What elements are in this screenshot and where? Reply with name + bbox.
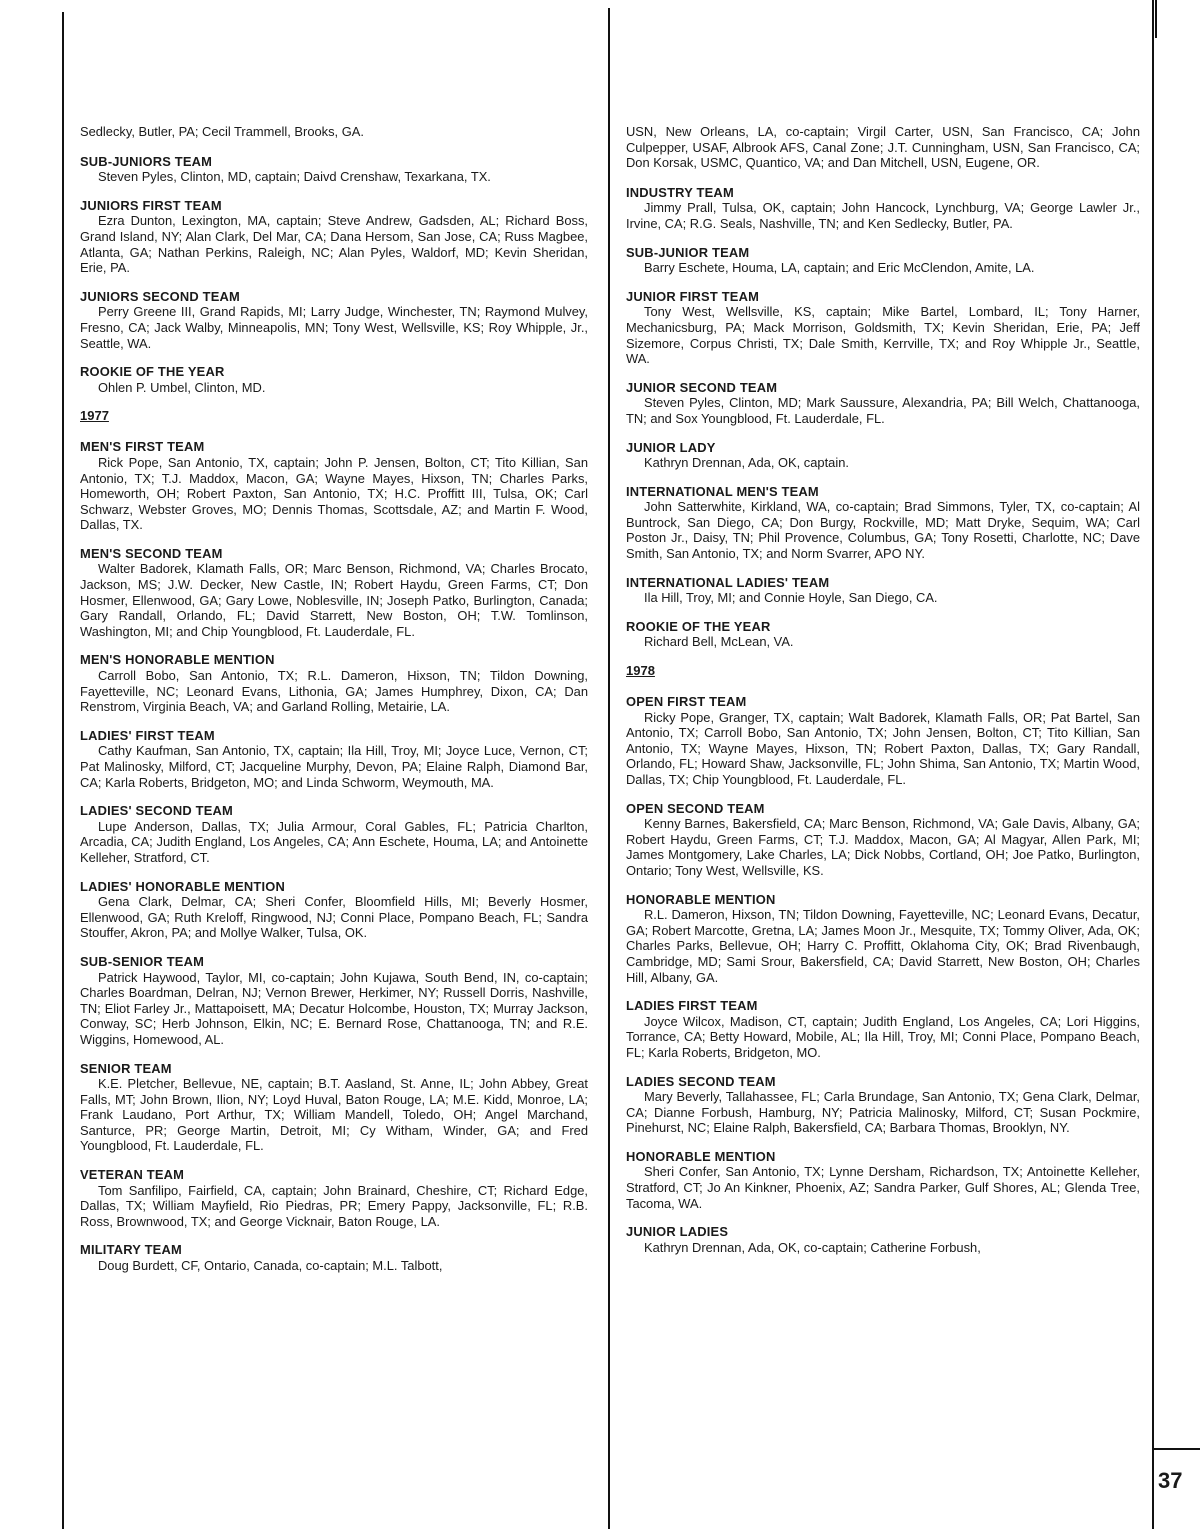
section-heading: JUNIOR FIRST TEAM [626,288,760,304]
section-heading: INDUSTRY TEAM [626,184,734,200]
section-heading: JUNIOR LADIES [626,1224,729,1240]
section-heading: MEN'S FIRST TEAM [80,439,205,455]
section-body: Rick Pope, San Antonio, TX, captain; John P. Jensen, Bolton, CT; Tito Killian, San Antonio, TX; T.J. Maddox, Macon, GA; Wayne Mayes, Hixson, TN; Charles Parks, Homeworth, OH; Robert Paxton, San Antonio, TX; H.C. Proffitt III, Tulsa, OK; Carl Schwarz, Webster Groves, MO; Dennis Thomas, Scottsdale, AZ; and Martin F. Wood, Dallas, TX. [80,454,588,533]
section-heading: MILITARY TEAM [80,1242,182,1258]
team-section [626,380,1140,427]
team-section [626,185,1140,232]
section-heading: SUB-JUNIORS TEAM [80,153,213,169]
section-body: Ezra Dunton, Lexington, MA, captain; Steve Andrew, Gadsden, AL; Richard Boss, Grand Island, NY; Alan Clark, Del Mar, CA; Dana Hersom, San Jose, CA; Russ Magbee, Atlanta, GA; Nathan Perkins, Raleigh, NC; Alan Pyles, Waldorf, MD; Kevin Sheridan, Erie, PA. [80,213,588,276]
team-section [80,728,588,790]
section-heading: MEN'S HONORABLE MENTION [80,652,275,668]
section-body: Kathryn Drennan, Ada, OK, co-captain; Catherine Forbush, [644,1239,981,1255]
section-heading: ROOKIE OF THE YEAR [80,364,225,380]
section-body: Patrick Haywood, Taylor, MI, co-captain; John Kujawa, South Bend, IN, co-captain; Charles Boardman, Delran, NJ; Vernon Brewer, Herkimer, NY; Russell Dorris, Nashville, TN; Eliot Farley Jr., Mattapoisett, MA; Decatur Holcombe, Houston, TX; Murray Jackson, Conway, SC; Herb Johnson, Elkin, NC; E. Bernard Rose, Chattanooga, TN; and R.E. Wiggins, Homewood, AL. [80,969,588,1047]
team-section [80,364,588,395]
team-section [80,879,588,941]
section-heading: ROOKIE OF THE YEAR [626,618,771,634]
right-top-tick [1155,0,1157,38]
section-body: Carroll Bobo, San Antonio, TX; R.L. Dameron, Hixson, TN; Tildon Downing, Fayetteville, NC; Leonard Evans, Lithonia, GA; James Humphrey, Dixon, CA; Dan Renstrom, Virginia Beach, VA; and Garland Rolling, Metairie, LA. [80,668,588,715]
team-section [80,803,588,865]
team-section [626,892,1140,986]
team-section [626,245,1140,276]
section-body: Barry Eschete, Houma, LA, captain; and Eric McClendon, Amite, LA. [644,260,1035,276]
team-section [80,652,588,714]
year-heading: 1978 [626,663,655,679]
section-body: Walter Badorek, Klamath Falls, OR; Marc Benson, Richmond, VA; Charles Brocato, Jackson, MS; J.W. Decker, New Castle, IN; Robert Haydu, Green Farms, CT; Don Hosmer, Ellenwood, GA; Gary Lowe, Noblesville, IN; Joseph Patko, Burlington, Canada; Gary Randall, Orlando, FL; David Starrett, New Boston, OH; T.W. Tomlinson, Washington, MI; and Chip Youngblood, Ft. Lauderdale, FL. [80,561,588,639]
right-column [626,124,1140,1268]
section-body: Lupe Anderson, Dallas, TX; Julia Armour, Coral Gables, FL; Patricia Charlton, Arcadia, CA; Judith England, Los Angeles, CA; Ann Eschete, Houma, LA; and Antoinette Kelleher, Stratford, CT. [80,818,588,865]
section-body: Doug Burdett, CF, Ontario, Canada, co-captain; M.L. Talbott, [98,1258,443,1274]
team-section [626,801,1140,879]
section-heading: JUNIOR LADY [626,439,716,455]
section-heading: SUB-SENIOR TEAM [80,953,205,969]
section-heading: HONORABLE MENTION [626,1148,776,1164]
team-section [80,1167,588,1229]
team-section [626,998,1140,1060]
section-heading: OPEN FIRST TEAM [626,694,747,710]
left-margin-rule [62,12,64,1529]
section-heading: SENIOR TEAM [80,1060,172,1076]
section-body: Joyce Wilcox, Madison, CT, captain; Judith England, Los Angeles, CA; Lori Higgins, Torrance, CA; Betty Howard, Mobile, AL; Ila Hill, Troy, MI; Conni Place, Pompano Beach, FL; Karla Roberts, Bridgeton, MO. [626,1013,1140,1060]
team-section [626,1224,1140,1255]
continued-text: Sedlecky, Butler, PA; Cecil Trammell, Brooks, GA. [80,124,364,139]
section-heading: HONORABLE MENTION [626,891,776,907]
section-body: Ricky Pope, Granger, TX, captain; Walt Badorek, Klamath Falls, OR; Pat Bartel, San Antonio, TX; Carroll Bobo, San Antonio, TX; John Jensen, Bolton, CT; Tito Killian, San Antonio, TX; Wayne Mayes, Hixson, TN; Robert Paxton, Dallas, TX; Gary Randall, Orlando, FL; Howard Shaw, Jacksonville, FL; John Shima, San Antonio, TX; Martin Wood, Dallas, TX; Chip Youngblood, Ft. Lauderdale, FL. [626,709,1140,787]
team-section [626,575,1140,606]
section-body: Sheri Confer, San Antonio, TX; Lynne Dersham, Richardson, TX; Antoinette Kelleher, Stratford, CT; Jo An Kinkner, Phoenix, AZ; Sandra Parker, Gulf Shores, AL; Glenda Tree, Tacoma, WA. [626,1164,1140,1211]
section-body: Steven Pyles, Clinton, MD; Mark Saussure, Alexandria, PA; Bill Welch, Chattanooga, TN; and Sox Youngblood, Ft. Lauderdale, FL. [626,395,1140,426]
section-body: Mary Beverly, Tallahassee, FL; Carla Brundage, San Antonio, TX; Gena Clark, Delmar, CA; Dianne Forbush, Hamburg, NY; Patricia Malinosky, Milford, CT; Susan Pockmire, Pinehurst, NC; Elaine Ralph, Bakersfield, CA; Barbara Thomas, Brooklyn, NY. [626,1089,1140,1136]
continued-text: USN, New Orleans, LA, co-captain; Virgil Carter, USN, San Francisco, CA; John Culpepper, USAF, Albrook AFS, Canal Zone; J.T. Cunningham, USN, San Francisco, CA; Don Korsak, USMC, Quantico, VA; and Dan Mitchell, USN, Eugene, OR. [626,124,1140,171]
section-body: Kathryn Drennan, Ada, OK, captain. [644,455,849,471]
section-body: Jimmy Prall, Tulsa, OK, captain; John Hancock, Lynchburg, VA; George Lawler Jr., Irvine, CA; R.G. Seals, Nashville, TN; and Ken Sedlecky, Butler, PA. [626,200,1140,231]
section-heading: OPEN SECOND TEAM [626,800,765,816]
section-heading: LADIES FIRST TEAM [626,998,758,1014]
section-heading: INTERNATIONAL LADIES' TEAM [626,574,830,590]
year-heading: 1977 [80,408,109,424]
section-body: John Satterwhite, Kirkland, WA, co-captain; Brad Simmons, Tyler, TX, co-captain; Al Buntrock, San Diego, CA; Don Burgy, Rockville, MD; Matt Dryke, Sequim, WA; Carl Poston Jr., Daisy, TN; Phil Provence, Columbus, GA; Tony Rosetti, Charlotte, NC; Dave Smith, San Antonio, TX; and Norm Svarrer, APO NY. [626,499,1140,562]
team-section [80,439,588,533]
section-heading: JUNIORS SECOND TEAM [80,288,240,304]
team-section [80,1242,588,1273]
team-section [80,289,588,351]
section-heading: LADIES' FIRST TEAM [80,727,215,743]
section-heading: VETERAN TEAM [80,1167,185,1183]
team-section [626,619,1140,650]
section-body: Kenny Barnes, Bakersfield, CA; Marc Benson, Richmond, VA; Gale Davis, Albany, GA; Robert Haydu, Green Farms, CT; T.J. Maddox, Macon, GA; Al Magyar, Allen Park, MI; James Montgomery, Lake Charles, LA; Dick Nobbs, Cortland, OH; Joe Patko, Burlington, Ontario; Tony West, Wellsville, KS. [626,816,1140,878]
page-number: 37 [1158,1468,1183,1493]
section-body: Steven Pyles, Clinton, MD, captain; Daivd Crenshaw, Texarkana, TX. [98,169,491,185]
team-section [626,289,1140,367]
section-heading: MEN'S SECOND TEAM [80,545,223,561]
section-heading: JUNIORS FIRST TEAM [80,197,222,213]
page-number-box-top [1152,1448,1200,1450]
section-heading: INTERNATIONAL MEN'S TEAM [626,483,819,499]
section-heading: LADIES' SECOND TEAM [80,803,233,819]
section-body: Gena Clark, Delmar, CA; Sheri Confer, Bloomfield Hills, MI; Beverly Hosmer, Ellenwood, GA; Ruth Kreloff, Ringwood, NJ; Conni Place, Pompano Beach, FL; Sandra Stouffer, Akron, PA; and Mollye Walker, Tulsa, OK. [80,894,588,941]
team-section [626,1149,1140,1211]
team-section [80,546,588,640]
section-heading: JUNIOR SECOND TEAM [626,379,778,395]
right-margin-rule [1152,0,1154,1529]
section-body: Richard Bell, McLean, VA. [644,634,794,650]
section-heading: SUB-JUNIOR TEAM [626,244,750,260]
section-body: Ohlen P. Umbel, Clinton, MD. [98,379,266,395]
section-body: R.L. Dameron, Hixson, TN; Tildon Downing, Fayetteville, NC; Leonard Evans, Decatur, GA; Robert Marcotte, Gretna, LA; James Moon Jr., Mesquite, TX; Tommy Oliver, Ada, OK; Charles Parks, Bellevue, OH; Harry C. Proffitt, Oklahoma City, OK; Brad Rivenbaugh, Cambridge, MD; Sami Srour, Bakersfield, CA; David Starrett, New Boston, OH; Charles Hill, Albany, GA. [626,907,1140,985]
team-section [626,440,1140,471]
section-body: Tom Sanfilipo, Fairfield, CA, captain; John Brainard, Cheshire, CT; Richard Edge, Dallas, TX; William Mayfield, Rio Piedras, PR; Emery Pappy, Jacksonville, FL; R.B. Ross, Brownwood, TX; and George Vicknair, Baton Rouge, LA. [80,1182,588,1229]
team-section [626,1074,1140,1136]
team-section [80,1061,588,1155]
team-section [626,484,1140,562]
team-section [80,954,588,1048]
section-body: Perry Greene III, Grand Rapids, MI; Larry Judge, Winchester, TN; Raymond Mulvey, Fresno, CA; Jack Walby, Minneapolis, MN; Tony West, Wellsville, KS; Roy Whipple, Jr., Seattle, WA. [80,304,588,351]
section-body: K.E. Pletcher, Bellevue, NE, captain; B.T. Aasland, St. Anne, IL; John Abbey, Great Falls, MT; John Brown, Ilion, NY; Loyd Huval, Baton Rouge, LA; M.E. Kidd, Monroe, LA; Frank Laudano, Port Arthur, TX; William Mandell, Toledo, OH; Angel Marchand, Santurce, PR; George Martin, Detroit, MI; Cy Witham, Winder, GA; and Fred Youngblood, Ft. Lauderdale, FL. [80,1076,588,1154]
section-body: Tony West, Wellsville, KS, captain; Mike Bartel, Lombard, IL; Tony Harner, Mechanicsburg, PA; Mack Morrison, Goldsmith, TX; Kevin Sheridan, Erie, PA; Jeff Sizemore, Corpus Christi, TX; Dale Smith, Kerrville, TX; and Roy Whipple Jr., Seattle, WA. [626,304,1140,367]
team-section [626,694,1140,788]
section-body: Ila Hill, Troy, MI; and Connie Hoyle, San Diego, CA. [644,590,938,606]
section-heading: LADIES SECOND TEAM [626,1073,776,1089]
section-body: Cathy Kaufman, San Antonio, TX, captain; Ila Hill, Troy, MI; Joyce Luce, Vernon, CT; Pat Malinosky, Milford, CT; Jacqueline Murphy, Devon, PA; Elaine Ralph, Diamond Bar, CA; Karla Roberts, Bridgeton, MO; and Linda Schworm, Weymouth, MA. [80,743,588,790]
team-section [80,198,588,276]
column-divider-rule [608,8,610,1529]
section-heading: LADIES' HONORABLE MENTION [80,878,286,894]
left-column [80,124,588,1287]
team-section [80,154,588,185]
